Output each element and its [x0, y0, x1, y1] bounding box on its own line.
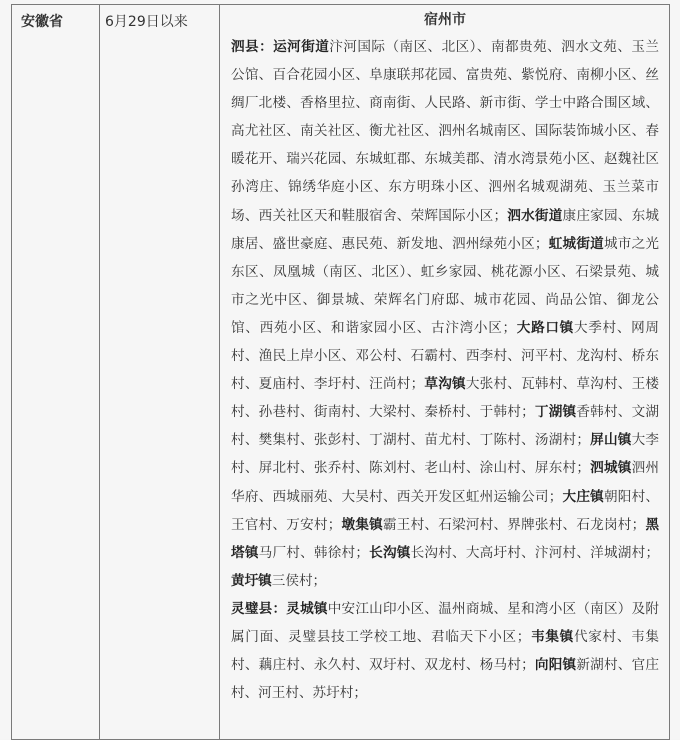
place-list: 马厂村、韩徐村； — [258, 544, 369, 561]
areas-cell — [220, 5, 670, 740]
place-list: 三侯村； — [271, 572, 327, 589]
risk-area-table — [11, 4, 670, 740]
place-list: 朝阳村、王官村、万安村； — [231, 488, 660, 533]
place-heading: 长沟镇 — [368, 544, 411, 561]
place-list: 代家村、韦集村、藕庄村、永久村、双圩村、双龙村、杨马村； — [231, 628, 660, 674]
place-list: 汴河国际（南区、北区）、南都贵苑、泗水文苑、玉兰公馆、百合花园小区、阜康联邦花园、富贵苑、紫悦府、南柳小区、丝绸厂北楼、香格里拉、商南街、人民路、新市街、学士中路合围区域、高尤社区、南关社区、衡尤社区、泗州名城南区、国际装饰城小区、春暖花开、瑞兴花园、东城虹郡、东城美郡、清水湾景苑小区、赵魏社区孙湾庄、锦绣华庭小区、东方明珠小区、泗州名城观湖苑、玉兰菜市场、西关社区天和鞋服宿舍、荣辉国际小区； — [231, 39, 659, 224]
place-heading: 泗县：运河街道 — [231, 39, 330, 55]
place-list: 泗州华府、西城丽苑、大吴村、西关开发区虹州运输公司； — [231, 460, 660, 505]
place-heading: 灵璧县：灵城镇 — [231, 600, 328, 617]
place-list: 大季村、网周村、渔民上岸小区、邓公村、石霸村、西李村、河平村、龙沟村、桥东村、夏庙村、李圩村、汪尚村； — [231, 319, 660, 393]
place-list: 长沟村、大高圩村、汴河村、洋城湖村； — [410, 544, 660, 561]
city-title: 宿州市 — [424, 12, 466, 28]
date-cell — [100, 5, 220, 740]
place-heading: 大路口镇 — [516, 319, 574, 336]
place-heading: 向阳镇 — [534, 657, 577, 674]
place-heading: 虹城街道 — [548, 235, 604, 252]
place-heading: 大庄镇 — [562, 488, 604, 505]
place-heading: 黄圩镇 — [231, 572, 272, 589]
place-heading: 韦集镇 — [530, 628, 574, 645]
place-list: 大李村、屏北村、张乔村、陈刘村、老山村、涂山村、屏东村； — [231, 432, 660, 477]
place-list: 城市之光东区、凤凰城（南区、北区）、虹乡家园、桃花源小区、石梁景苑、城市之光中区、御景城、荣辉名门府邸、城市花园、尚品公馆、御龙公馆、西苑小区、和谐家园小区、古汴湾小区； — [231, 235, 660, 336]
place-list: 香韩村、文湖村、樊集村、张彭村、丁湖村、苗尤村、丁陈村、汤湖村； — [231, 404, 660, 449]
place-heading: 丁湖镇 — [534, 404, 577, 421]
place-heading: 草沟镇 — [424, 376, 466, 393]
place-list: 新湖村、官庄村、河王村、苏圩村； — [231, 657, 660, 702]
place-heading: 泗水街道 — [507, 207, 563, 224]
date-range: 6月29日以来 — [105, 14, 188, 30]
place-list: 康庄家园、东城康居、盛世豪庭、惠民苑、新发地、泗州绿苑小区； — [231, 207, 660, 252]
place-list: 中安江山印小区、温州商城、星和湾小区（南区）及附属门面、灵璧县技工学校工地、君临天下小区； — [231, 600, 660, 645]
place-list: 霸王村、石梁河村、界牌张村、石龙岗村； — [382, 516, 646, 533]
province-name: 安徽省 — [21, 14, 63, 30]
province-cell — [12, 5, 100, 740]
area-paragraph-sixian — [231, 33, 659, 595]
place-list: 大张村、瓦韩村、草沟村、王楼村、孙巷村、街南村、大梁村、秦桥村、于韩村； — [231, 376, 660, 421]
place-heading: 黑塔镇 — [231, 516, 660, 561]
place-heading: 墩集镇 — [341, 516, 383, 533]
table-row — [12, 5, 670, 740]
place-heading: 屏山镇 — [589, 432, 632, 449]
place-heading: 泗城镇 — [589, 460, 632, 477]
area-paragraph-lingbi — [231, 595, 659, 707]
